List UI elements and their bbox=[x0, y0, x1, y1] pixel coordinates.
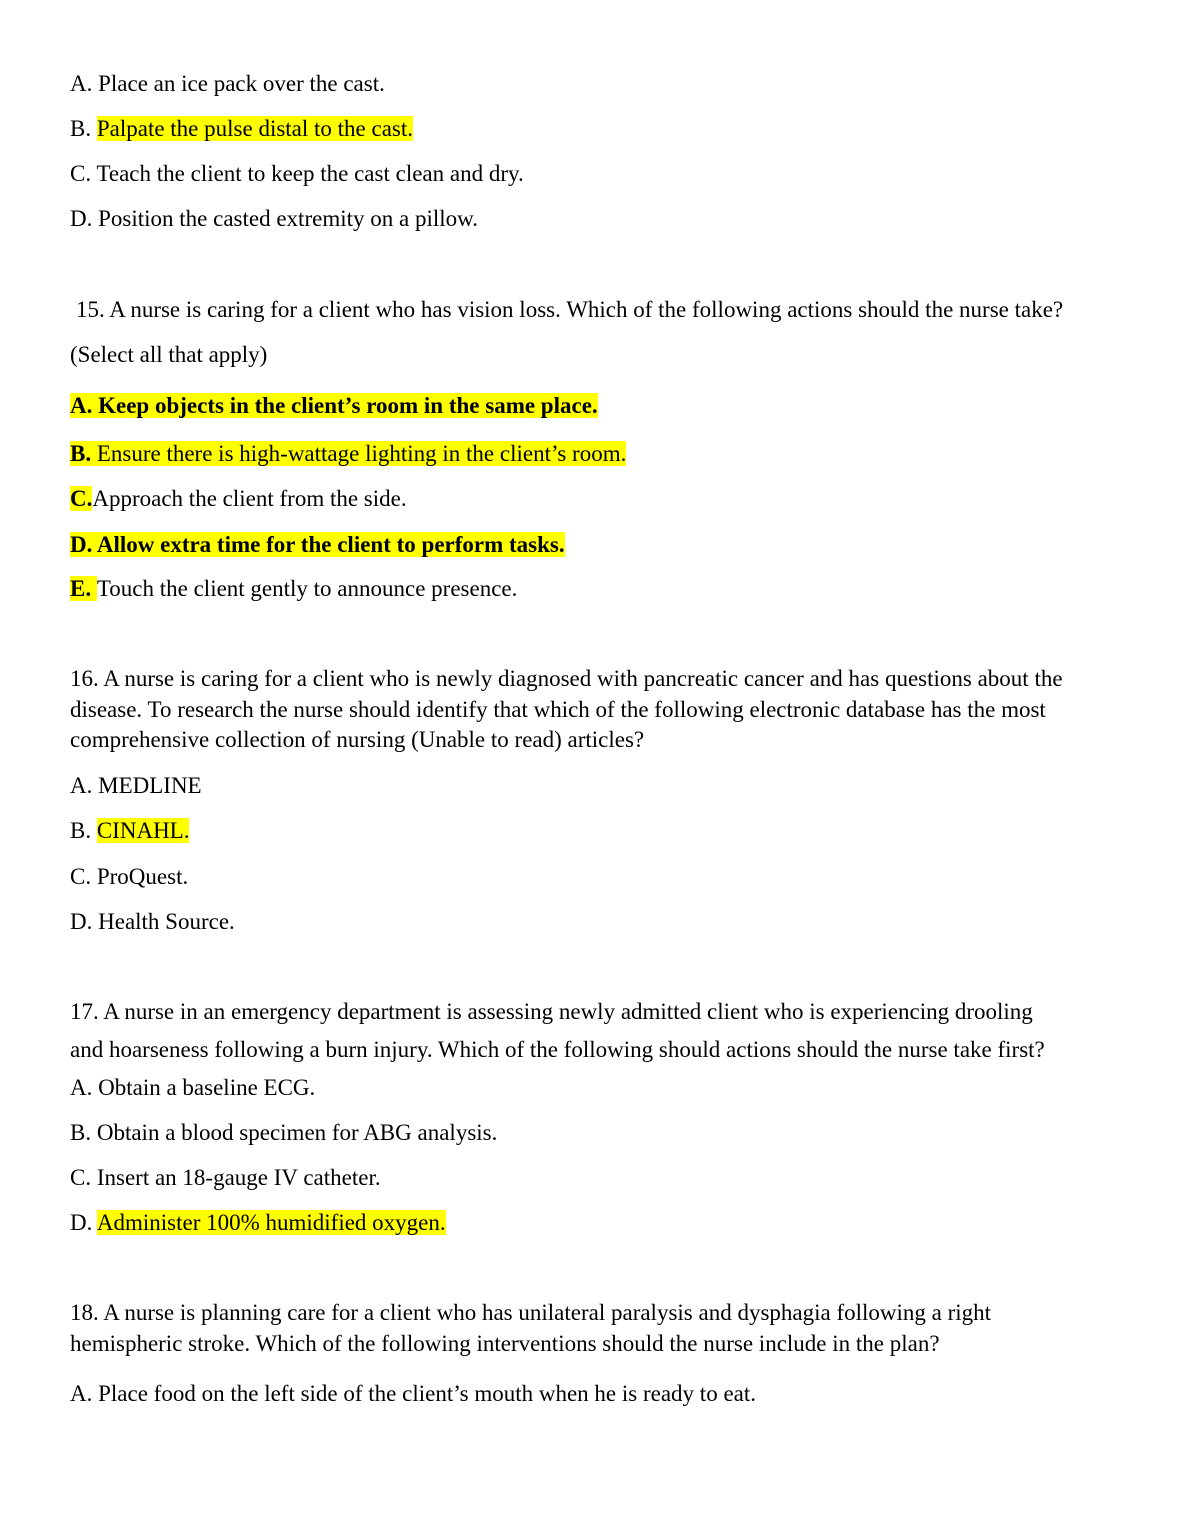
option-text: Insert an 18-gauge IV catheter. bbox=[96, 1165, 381, 1190]
option-letter: C. bbox=[70, 864, 92, 889]
answer-highlight: Palpate the pulse distal to the cast. bbox=[96, 116, 414, 141]
option-text: Health Source. bbox=[98, 909, 235, 934]
option-letter: A. bbox=[70, 1075, 93, 1100]
option-letter: B. bbox=[70, 818, 92, 843]
option-text: MEDLINE bbox=[98, 773, 202, 798]
q14-option-c bbox=[70, 160, 524, 187]
answer-highlight: CINAHL. bbox=[96, 818, 190, 843]
q15-option-b bbox=[70, 440, 626, 467]
option-text: Ensure there is high-wattage lighting in the client’s room. bbox=[96, 441, 627, 466]
q18-option-a bbox=[70, 1380, 756, 1407]
answer-highlight: Administer 100% humidified oxygen. bbox=[96, 1210, 446, 1235]
option-text: Approach the client from the side. bbox=[92, 486, 407, 511]
option-text: ProQuest. bbox=[96, 864, 189, 889]
q15-option-c bbox=[70, 485, 407, 512]
q18-stem: 18. A nurse is planning care for a client who has unilateral paralysis and dysphagia following a right hemispheric stroke. Which of the following interventions should the nurse include in the plan? bbox=[70, 1300, 992, 1356]
answer-highlight bbox=[70, 532, 565, 557]
option-letter: B. bbox=[70, 441, 92, 466]
q16-option-d bbox=[70, 908, 235, 935]
q17-stem-line2: and hoarseness following a burn injury. Which of the following should actions should the nurse take first? bbox=[70, 1037, 1045, 1062]
q16-option-c bbox=[70, 863, 188, 890]
q15-option-e bbox=[70, 575, 517, 602]
q17-option-a bbox=[70, 1074, 315, 1101]
q15-stem-cont: (Select all that apply) bbox=[70, 342, 268, 367]
option-letter: B. bbox=[70, 116, 92, 141]
option-letter: A. bbox=[70, 1381, 93, 1406]
option-text: Obtain a blood specimen for ABG analysis. bbox=[96, 1120, 498, 1145]
q17-option-c bbox=[70, 1164, 381, 1191]
q14-option-a bbox=[70, 70, 385, 97]
q15-option-d bbox=[70, 531, 565, 558]
option-text: Allow extra time for the client to perform tasks. bbox=[96, 532, 565, 557]
answer-highlight bbox=[70, 441, 626, 466]
option-letter: D. bbox=[70, 909, 93, 934]
option-text: Place an ice pack over the cast. bbox=[98, 71, 385, 96]
q15-stem: 15. A nurse is caring for a client who has vision loss. Which of the following actions should the nurse take? bbox=[76, 297, 1064, 322]
q15-option-a bbox=[70, 392, 598, 419]
option-letter: D. bbox=[70, 206, 93, 231]
option-text: Obtain a baseline ECG. bbox=[98, 1075, 316, 1100]
q16-option-a bbox=[70, 772, 202, 799]
answer-highlight bbox=[70, 393, 598, 418]
q16-option-b bbox=[70, 817, 189, 844]
option-letter: D. bbox=[70, 1210, 93, 1235]
option-letter: B. bbox=[70, 1120, 92, 1145]
option-text: Teach the client to keep the cast clean and dry. bbox=[96, 161, 524, 186]
option-text: Keep objects in the client’s room in the same place. bbox=[98, 393, 598, 418]
option-text: Touch the client gently to announce presence. bbox=[96, 576, 518, 601]
q14-option-d bbox=[70, 205, 478, 232]
option-text: Position the casted extremity on a pillow. bbox=[98, 206, 478, 231]
option-letter: D. bbox=[70, 532, 93, 557]
q16-stem: 16. A nurse is caring for a client who is newly diagnosed with pancreatic cancer and has questions about the disease. To research the nurse should identify that which of the following electronic database has the most comprehensive collection of nursing (Unable to read) articles? bbox=[70, 666, 1063, 752]
option-text: Place food on the left side of the client’s mouth when he is ready to eat. bbox=[98, 1381, 756, 1406]
option-letter: A. bbox=[70, 393, 93, 418]
q17-stem-line1: 17. A nurse in an emergency department is assessing newly admitted client who is experiencing drooling bbox=[70, 999, 1033, 1024]
option-letter: A. bbox=[70, 773, 93, 798]
q17-option-b bbox=[70, 1119, 497, 1146]
option-letter: C. bbox=[70, 1165, 92, 1190]
option-letter: A. bbox=[70, 71, 93, 96]
q17-option-d bbox=[70, 1209, 446, 1236]
option-letter: C. bbox=[70, 486, 93, 511]
option-letter: E. bbox=[70, 576, 92, 601]
option-letter: C. bbox=[70, 161, 92, 186]
q14-option-b bbox=[70, 115, 413, 142]
